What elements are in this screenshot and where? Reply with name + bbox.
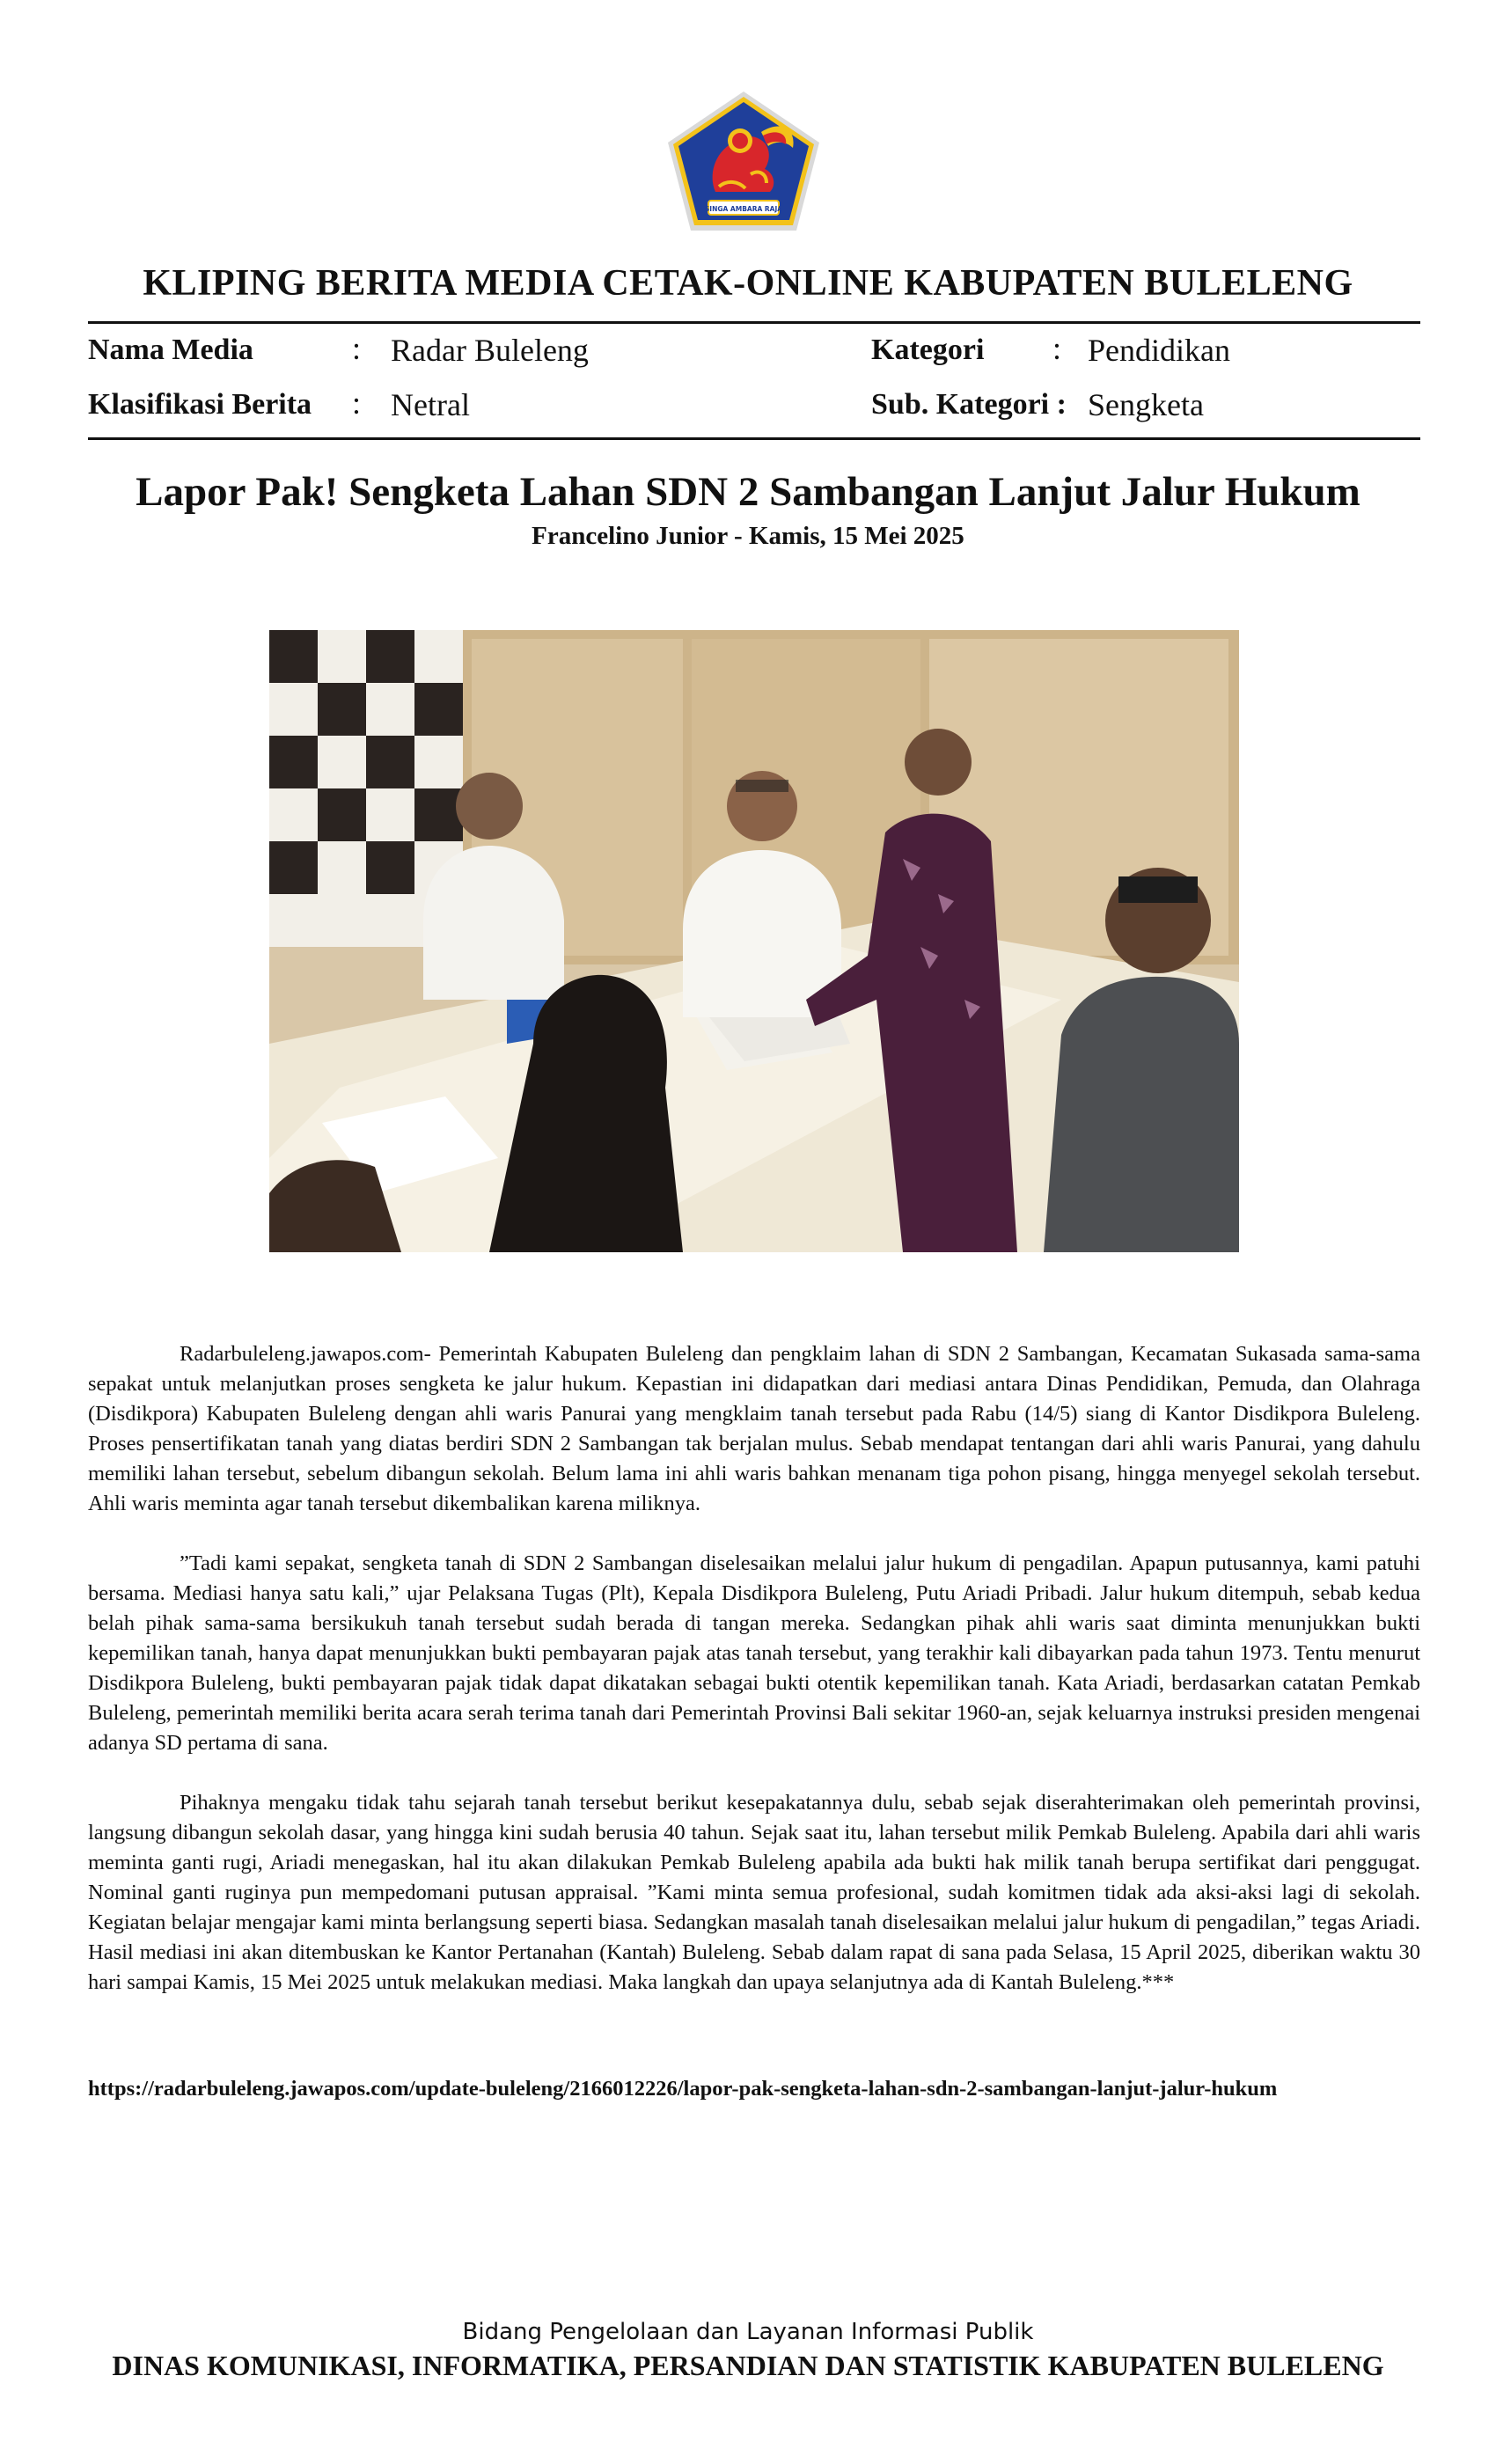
article-title: Lapor Pak! Sengketa Lahan SDN 2 Sambangan Lanjut Jalur Hukum bbox=[136, 469, 1360, 515]
kliping-title: KLIPING BERITA MEDIA CETAK-ONLINE KABUPATEN BULELENG bbox=[143, 263, 1353, 304]
kategori-label: Kategori bbox=[871, 334, 985, 366]
nama-media-colon: : bbox=[352, 331, 362, 366]
article-byline: Francelino Junior - Kamis, 15 Mei 2025 bbox=[532, 522, 964, 550]
article-body bbox=[88, 1339, 1420, 2028]
klasifikasi-colon: : bbox=[352, 385, 362, 421]
footer-office: DINAS KOMUNIKASI, INFORMATIKA, PERSANDIAN DAN STATISTIK KABUPATEN BULELENG bbox=[112, 2350, 1384, 2381]
footer-department: Bidang Pengelolaan dan Layanan Informasi Publik bbox=[462, 2319, 1034, 2345]
logo-motto: SINGA AMBARA RAJA bbox=[704, 205, 783, 213]
sub-kategori-label: Sub. Kategori : bbox=[871, 388, 1067, 421]
kategori-value: Pendidikan bbox=[1088, 333, 1230, 368]
article-paragraph: ”Tadi kami sepakat, sengketa tanah di SDN 2 Sambangan diselesaikan melalui jalur hukum di pengadilan. Apapun putusannya, kami patuhi bersama. Mediasi hanya satu kali,” ujar Pelaksana Tugas (Plt), Kepala Disdikpora Buleleng, Putu Ariadi Pribadi. Jalur hukum ditempuh, sebab kedua belah pihak sama-sama bersikukuh tanah tersebut sudah berada di tangan mereka. Sedangkan pihak ahli waris saat diminta menunjukkan bukti kepemilikan tanah, hanya dapat menunjukkan bukti pembayaran pajak atas tanah tersebut, yang terakhir kali dibayarkan pada tahun 1973. Tentu menurut Disdikpora Buleleng, bukti pembayaran pajak tidak dapat dikatakan sebagai bukti otentik kepemilikan tanah. Kata Ariadi, berdasarkan catatan Pemkab Buleleng, pemerintah memiliki berita acara serah terima tanah dari Pemerintah Provinsi Bali sekitar 1960-an, sejak keluarnya instruksi presiden mengenai adanya SD pertama di sana. bbox=[88, 1551, 1420, 1755]
article-paragraph: Radarbuleleng.jawapos.com- Pemerintah Kabupaten Buleleng dan pengklaim lahan di SDN 2 Sambangan, Kecamatan Sukasada sama-sama sepakat untuk melanjutkan proses sengketa ke jalur hukum. Kepastian ini didapatkan dari mediasi antara Dinas Pendidikan, Pemuda, dan Olahraga (Disdikpora) Kabupaten Buleleng dengan ahli waris Panurai yang mengklaim tanah tersebut pada Rabu (14/5) siang di Kantor Disdikpora Buleleng. Proses pensertifikatan tanah yang diatas berdiri SDN 2 Sambangan tak berjalan mulus. Sebab mendapat tentangan dari ahli waris Panurai, yang dahulu memiliki lahan tersebut, sebelum dibangun sekolah. Belum lama ini ahli waris bahkan menanam tiga pohon pisang, hingga menyegel sekolah tersebut. Ahli waris meminta agar tanah tersebut dikembalikan karena miliknya. bbox=[88, 1342, 1420, 1515]
article-paragraph: Pihaknya mengaku tidak tahu sejarah tanah tersebut berikut kesepakatannya dulu, sebab sejak diserahterimakan oleh pemerintah provinsi, langsung dibangun sekolah dasar, yang hingga kini sudah berusia 40 tahun. Sejak saat itu, lahan tersebut milik Pemkab Buleleng. Apabila dari ahli waris meminta ganti rugi, Ariadi menegaskan, hal itu akan dilakukan Pemkab Buleleng apabila ada bukti hak milik tanah berupa sertifikat dari penggugat. Nominal ganti ruginya pun mempedomani putusan appraisal. ”Kami minta semua profesional, sudah komitmen tidak ada aksi-aksi lagi di sekolah. Kegiatan belajar mengajar kami minta berlangsung seperti biasa. Sedangkan masalah tanah diselesaikan melalui jalur hukum di pengadilan,” tegas Ariadi. Hasil mediasi ini akan ditembuskan ke Kantor Pertanahan (Kantah) Buleleng. Sebab dalam rapat di sana pada Selasa, 15 April 2025, diberikan waktu 30 hari sampai Kamis, 15 Mei 2025 untuk melakukan mediasi. Maka langkah dan upaya selanjutnya ada di Kantah Buleleng.*** bbox=[88, 1791, 1420, 1994]
kategori-colon: : bbox=[1052, 331, 1062, 366]
buleleng-regency-logo bbox=[664, 88, 823, 236]
klasifikasi-value: Netral bbox=[391, 387, 470, 422]
article-photo bbox=[269, 630, 1239, 1252]
source-link[interactable]: https://radarbuleleng.jawapos.com/update-buleleng/2166012226/lapor-pak-sengketa-lahan-sdn-2-sambangan-lanjut-jalur-hukum bbox=[88, 2077, 1278, 2101]
nama-media-label: Nama Media bbox=[88, 334, 253, 366]
bottom-divider bbox=[88, 437, 1420, 440]
klasifikasi-label: Klasifikasi Berita bbox=[88, 388, 312, 421]
top-divider bbox=[88, 321, 1420, 324]
sub-kategori-value: Sengketa bbox=[1088, 387, 1204, 422]
nama-media-value: Radar Buleleng bbox=[391, 333, 589, 368]
